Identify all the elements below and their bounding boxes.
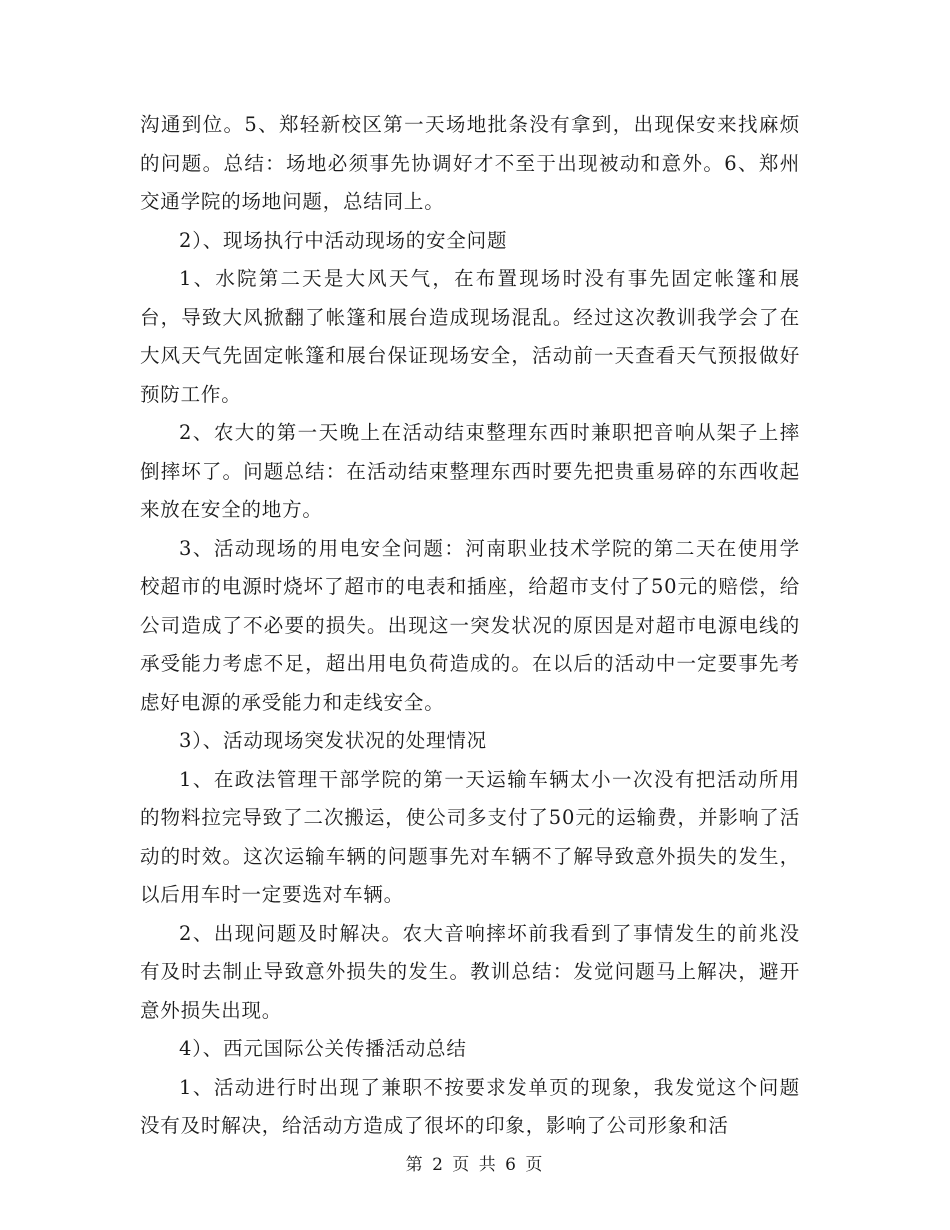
section-heading-4: 4）、西元国际公关传播活动总结 — [179, 1037, 467, 1060]
paragraph: 3、活动现场的用电安全问题：河南职业技术学院的第二天在使用学校超市的电源时烧坏了超市的电表和插座，给超市支付了50元的赔偿，给公司造成了不必要的损失。出现这一突发状况的原因是对超市电源电线的承受能力考虑不足，超出用电负荷造成的。在以后的活动中一定要事先考虑好电源的承受能力和走线安全。 — [140, 536, 800, 714]
page-number-footer: 第 2 页 共 6 页 — [405, 1155, 545, 1175]
paragraph: 1、水院第二天是大风天气，在布置现场时没有事先固定帐篷和展台，导致大风掀翻了帐篷和展台造成现场混乱。经过这次教训我学会了在大风天气先固定帐篷和展台保证现场安全，活动前一天查看天气预报做好预防工作。 — [140, 267, 800, 406]
section-heading-2: 2）、现场执行中活动现场的安全问题 — [179, 228, 508, 252]
section-heading-3: 3）、活动现场突发状况的处理情况 — [179, 729, 487, 752]
paragraph: 2、出现问题及时解决。农大音响摔坏前我看到了事情发生的前兆没有及时去制止导致意外损失的发生。教训总结：发觉问题马上解决，避开意外损失出现。 — [140, 921, 800, 1022]
paragraph: 1、在政法管理干部学院的第一天运输车辆太小一次没有把活动所用的物料拉完导致了二次搬运，使公司多支付了50元的运输费，并影响了活动的时效。这次运输车辆的问题事先对车辆不了解导致意外损失的发生，以后用车时一定要选对车辆。 — [140, 767, 800, 906]
document-body — [140, 106, 800, 1146]
paragraph: 1、活动进行时出现了兼职不按要求发单页的现象，我发觉这个问题没有及时解决，给活动方造成了很坏的印象，影响了公司形象和活 — [140, 1075, 800, 1137]
paragraph: 2、农大的第一天晚上在活动结束整理东西时兼职把音响从架子上摔倒摔坏了。问题总结：在活动结束整理东西时要先把贵重易碎的东西收起来放在安全的地方。 — [140, 421, 800, 521]
paragraph-continued: 沟通到位。5、郑轻新校区第一天场地批条没有拿到，出现保安来找麻烦的问题。总结：场地必须事先协调好才不至于出现被动和意外。6、郑州交通学院的场地问题，总结同上。 — [140, 113, 800, 213]
